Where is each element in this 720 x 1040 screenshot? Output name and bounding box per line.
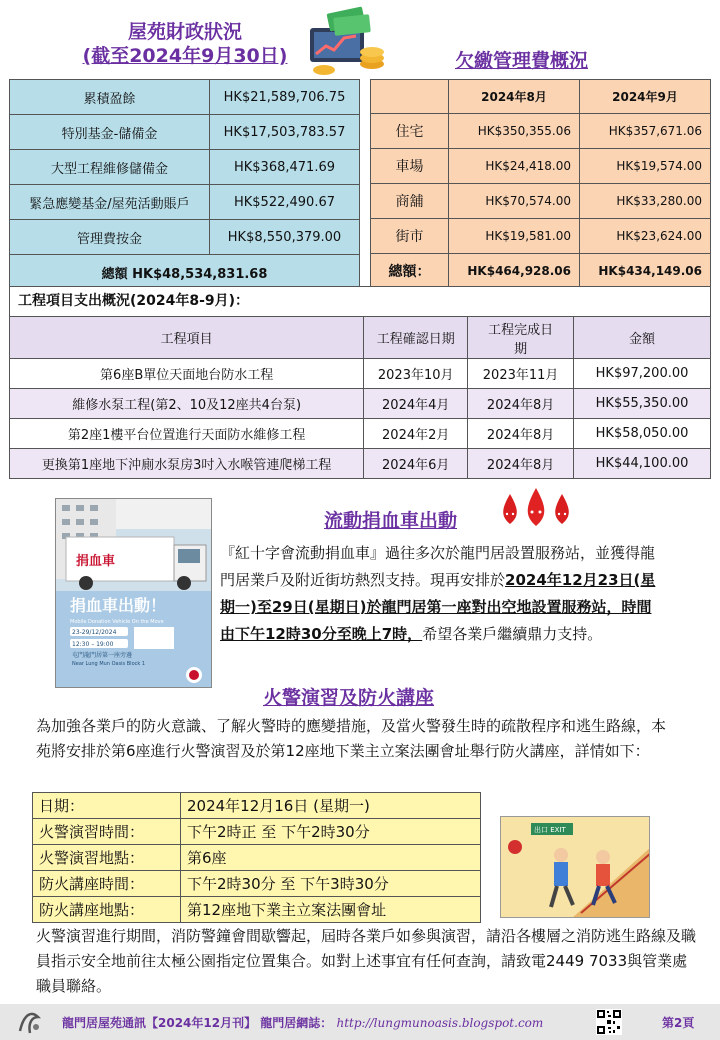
poster-illustration	[56, 499, 212, 688]
finance-value: HK$368,471.69	[210, 150, 360, 185]
fire-intro: 為加強各業戶的防火意識、了解火警時的應變措施，及當火警發生時的疏散程序和逃生路線，本苑將安排於第6座進行火警演習及於第12座地下業主立案法團會址舉行防火講座，詳情如下：	[36, 717, 667, 760]
table-row	[10, 150, 360, 185]
fire-outro: 火警演習進行期間，消防警鐘會間歇響起，屆時各業戶如參與演習，請沿各樓層之消防逃生路線及職員指示安全地前往太極公園指定位置集合。如對上述事宜有任何查詢，請致電2449 7033與管業處職員聯絡。	[36, 927, 697, 995]
finance-title-line1: 屋苑財政狀況	[127, 21, 242, 43]
blood-text-plain: 『紅十字會流動捐血車』過往多次於龍門居設置服務站，並獲得龍門居業戶及附近街坊熱烈支持。現再安排於	[220, 544, 656, 589]
arrears-total-sep: HK$434,149.06	[580, 254, 711, 289]
table-row	[10, 449, 711, 479]
projects-header-amount: 金額	[574, 317, 711, 359]
project-amount: HK$44,100.00	[574, 449, 711, 479]
project-complete-date: 2024年8月	[468, 419, 574, 449]
arrears-aug-value: HK$350,355.06	[449, 114, 580, 149]
arrears-total-row	[371, 254, 711, 289]
project-complete-date: 2024年8月	[468, 449, 574, 479]
finance-value: HK$522,490.67	[210, 185, 360, 220]
fire-key: 火警演習地點：	[33, 845, 181, 871]
table-row	[10, 359, 711, 389]
money-stack-icon	[306, 6, 388, 78]
footer	[0, 1004, 720, 1040]
finance-label: 緊急應變基金/屋苑活動賬戶	[10, 185, 210, 220]
blood-text-bold: 2024年12月23日(星期一)至29日(星期日)於龍門居第一座對出空地設置服務站，時間由下午12時30分至晚上7時，	[220, 571, 656, 643]
blood-text-end: 希望各業戶繼續鼎力支持。	[422, 625, 603, 643]
table-header-row	[371, 80, 711, 114]
arrears-title: 欠繳管理費概況	[455, 50, 589, 72]
poster-place-en: Near Lung Mun Oasis Block 1	[72, 661, 146, 667]
fire-value: 第6座	[181, 845, 481, 871]
project-item: 更換第1座地下沖廁水泵房3吋入水喉管連爬梯工程	[10, 449, 364, 479]
estate-logo-icon	[14, 1007, 44, 1037]
projects-header-complete	[468, 317, 574, 359]
projects-header-complete-text: 工程完成日期	[488, 322, 554, 357]
blood-donation-poster	[55, 498, 212, 688]
arrears-aug-value: HK$70,574.00	[449, 184, 580, 219]
table-row	[10, 80, 360, 115]
finance-label: 管理費按金	[10, 220, 210, 255]
fire-value: 2024年12月16日 (星期一)	[181, 793, 481, 819]
arrears-corner-cell	[371, 80, 449, 114]
project-amount: HK$58,050.00	[574, 419, 711, 449]
truck-text: 捐血車	[76, 554, 116, 569]
arrears-category: 車場	[371, 149, 449, 184]
exit-sign-text: 出口 EXIT	[534, 826, 566, 834]
table-row	[10, 419, 711, 449]
blood-drops-icon	[496, 486, 576, 532]
finance-value: HK$21,589,706.75	[210, 80, 360, 115]
poster-time: 12:30 – 19:00	[72, 641, 114, 648]
finance-value: HK$8,550,379.00	[210, 220, 360, 255]
finance-label: 特別基金-儲備金	[10, 115, 210, 150]
arrears-sep-value: HK$23,624.00	[580, 219, 711, 254]
projects-table	[9, 316, 711, 479]
fire-key: 日期：	[33, 793, 181, 819]
arrears-aug-value: HK$19,581.00	[449, 219, 580, 254]
poster-subline: Mobile Donation Vehicle On the Move	[70, 619, 164, 625]
page-number: 第2頁	[662, 1016, 695, 1030]
table-row	[33, 897, 481, 923]
arrears-sep-value: HK$19,574.00	[580, 149, 711, 184]
evacuation-icon	[501, 817, 650, 918]
projects-header-confirm: 工程確認日期	[364, 317, 468, 359]
footer-text	[62, 1014, 543, 1031]
finance-title	[60, 20, 310, 68]
project-complete-date: 2023年11月	[468, 359, 574, 389]
fire-value: 第12座地下業主立案法團會址	[181, 897, 481, 923]
finance-total: 總額 HK$48,534,831.68	[10, 255, 360, 291]
project-confirm-date: 2024年4月	[364, 389, 468, 419]
fire-title: 火警演習及防火講座	[263, 687, 435, 709]
blood-title: 流動捐血車出動	[324, 510, 458, 532]
finance-label: 大型工程維修儲備金	[10, 150, 210, 185]
table-row	[10, 389, 711, 419]
finance-table	[9, 79, 360, 291]
projects-title: 工程項目支出概況(2024年8-9月)：	[9, 286, 711, 316]
arrears-header-sep: 2024年9月	[580, 80, 711, 114]
arrears-total-aug: HK$464,928.06	[449, 254, 580, 289]
arrears-total-label: 總額：	[371, 254, 449, 289]
project-amount: HK$55,350.00	[574, 389, 711, 419]
fire-key: 火警演習時間：	[33, 819, 181, 845]
arrears-sep-value: HK$33,280.00	[580, 184, 711, 219]
blood-paragraph	[220, 540, 660, 648]
fire-evacuation-illustration	[500, 816, 650, 918]
project-item: 維修水泵工程(第2、10及12座共4台泵)	[10, 389, 364, 419]
fire-schedule-table	[32, 792, 481, 923]
table-row	[33, 871, 481, 897]
footer-label: 龍門居屋苑通訊【2024年12月刊】 龍門居網誌：	[62, 1016, 333, 1030]
table-row	[10, 185, 360, 220]
arrears-sep-value: HK$357,671.06	[580, 114, 711, 149]
poster-headline: 捐血車出動！	[70, 596, 167, 615]
poster-date: 23-29/12/2024	[72, 629, 117, 636]
arrears-header-aug: 2024年8月	[449, 80, 580, 114]
project-confirm-date: 2024年6月	[364, 449, 468, 479]
table-row	[10, 220, 360, 255]
arrears-category: 住宅	[371, 114, 449, 149]
project-item: 第6座B單位天面地台防水工程	[10, 359, 364, 389]
project-confirm-date: 2023年10月	[364, 359, 468, 389]
fire-key: 防火講座地點：	[33, 897, 181, 923]
table-row	[371, 114, 711, 149]
qr-code-icon	[596, 1009, 622, 1035]
table-row	[371, 184, 711, 219]
projects-header-item: 工程項目	[10, 317, 364, 359]
arrears-aug-value: HK$24,418.00	[449, 149, 580, 184]
fire-value: 下午2時正 至 下午2時30分	[181, 819, 481, 845]
arrears-category: 商舖	[371, 184, 449, 219]
poster-place: 屯門龍門居第一座旁邊	[72, 652, 133, 659]
table-row	[371, 149, 711, 184]
arrears-table	[370, 79, 711, 289]
fire-value: 下午2時30分 至 下午3時30分	[181, 871, 481, 897]
table-row	[371, 219, 711, 254]
fire-key: 防火講座時間：	[33, 871, 181, 897]
project-item: 第2座1樓平台位置進行天面防水維修工程	[10, 419, 364, 449]
arrears-category: 街市	[371, 219, 449, 254]
finance-label: 累積盈餘	[10, 80, 210, 115]
finance-value: HK$17,503,783.57	[210, 115, 360, 150]
finance-title-line2: (截至2024年9月30日)	[82, 45, 288, 67]
project-confirm-date: 2024年2月	[364, 419, 468, 449]
table-row	[33, 819, 481, 845]
project-complete-date: 2024年8月	[468, 389, 574, 419]
table-header-row	[10, 317, 711, 359]
project-amount: HK$97,200.00	[574, 359, 711, 389]
footer-url-link[interactable]: http://lungmunoasis.blogspot.com	[336, 1016, 544, 1030]
table-row	[33, 793, 481, 819]
table-row	[10, 115, 360, 150]
table-row	[33, 845, 481, 871]
